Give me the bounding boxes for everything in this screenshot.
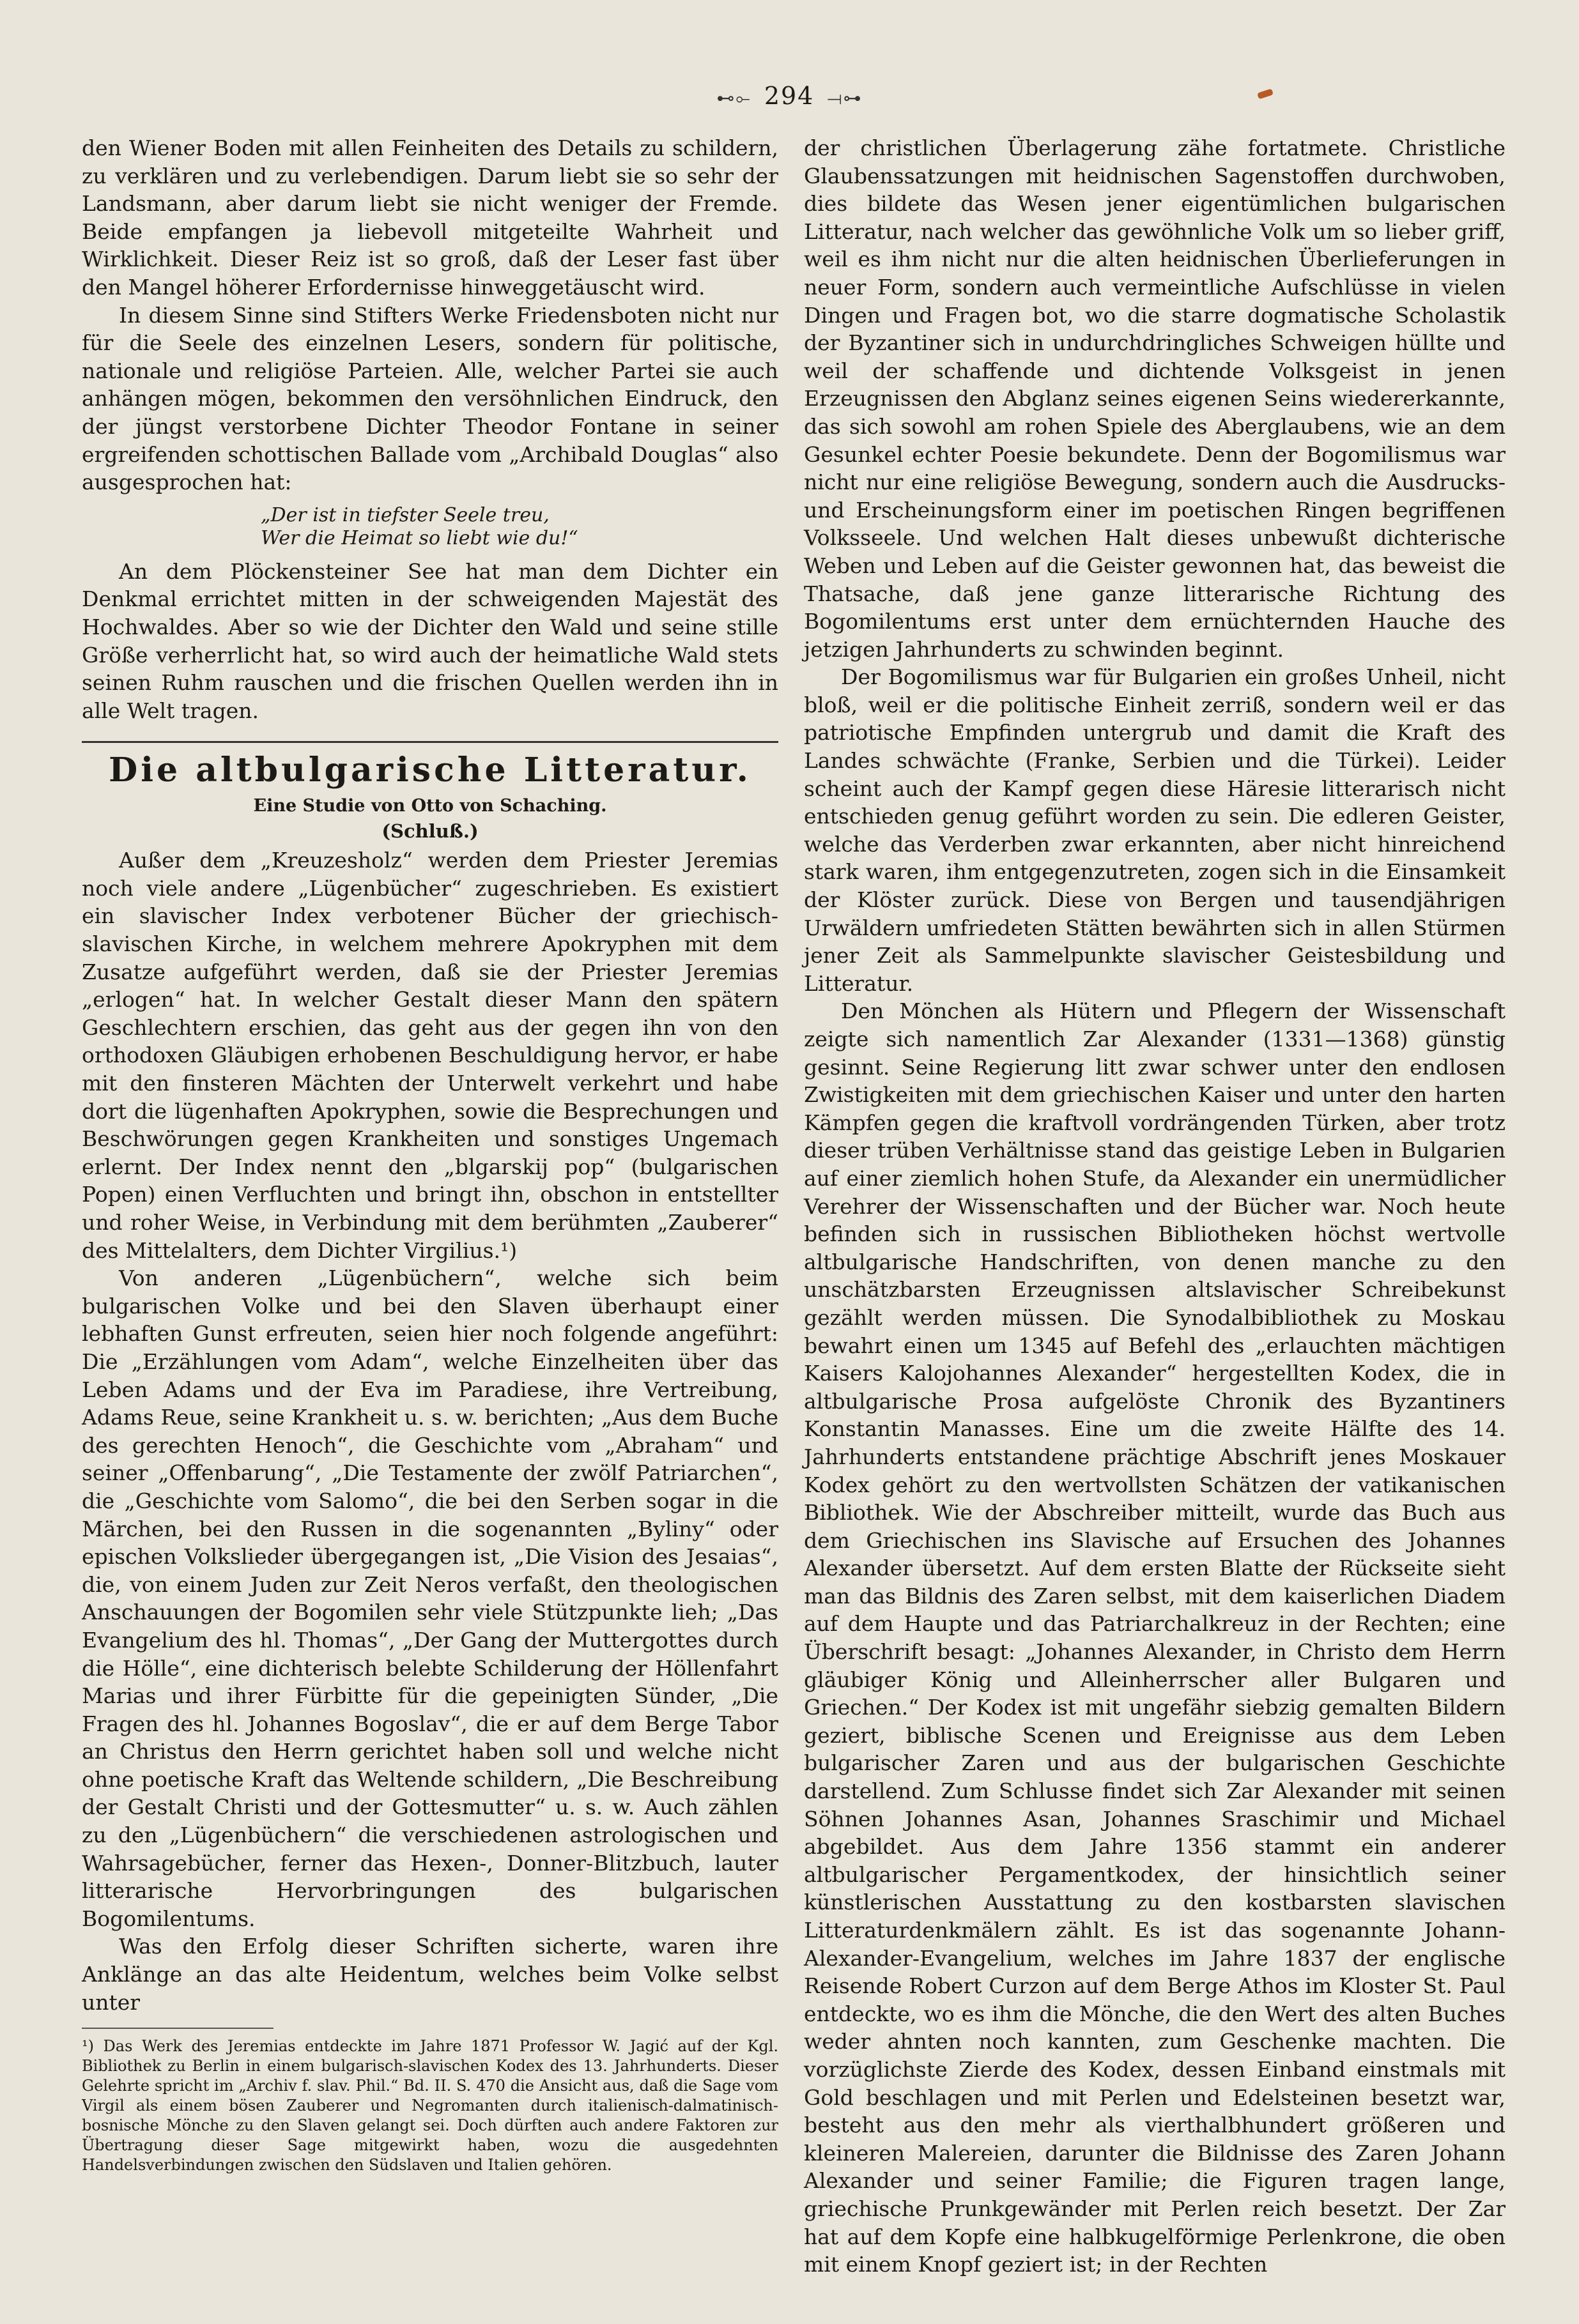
paragraph: An dem Plöckensteiner See hat man dem Dichter ein Denkmal errichtet mitten in der schweigenden Majestät des Hochwaldes. Aber so wie der Dichter den Wald und seine stille Größe verherrlicht hat, so wird auch der heimatliche Wald stets seinen Ruhm rauschen und die frischen Quellen werden ihn in alle Welt tragen. xyxy=(82,558,778,723)
paragraph: Den Mönchen als Hütern und Pflegern der Wissenschaft zeigte sich namentlich Zar Alexander (1331—1368) günstig gesinnt. Seine Regierung litt zwar schwer unter den endlosen Zwistigkeiten mit dem griechischen Kaiser und unter den harten Kämpfen gegen die kraftvoll vordrängenden Türken, aber trotz dieser trüben Verhältnisse stand das geistige Leben in Bulgarien auf einer ziemlich hohen Stufe, da Alexander ein unermüdlicher Verehrer der Wissenschaften und der Bücher war. Noch heute befinden sich in russischen Bibliotheken höchst wertvolle altbulgarische Handschriften, von denen manche zu den unschätzbarsten Erzeugnissen altslavischer Schreibekunst gezählt werden müssen. Die Synodalbibliothek zu Moskau bewahrt einen um 1345 auf Befehl des „erlauchten mächtigen Kaisers Kalojohannes Alexander“ hergestellten Kodex, die in altbulgarische Prosa aufgelöste Chronik des Byzantiners Konstantin Manasses. Eine um die zweite Hälfte des 14. Jahrhunderts entstandene prächtige Abschrift jenes Moskauer Kodex gehört zu den wertvollsten Schätzen der vatikanischen Bibliothek. Wie der Abschreiber mitteilt, wurde das Buch aus dem Griechischen ins Slavische auf Ersuchen des Johannes Alexander übersetzt. Auf dem ersten Blatte der Rückseite sieht man das Bildnis des Zaren selbst, mit dem kaiserlichen Diadem auf dem Haupte und das Patriarchalkreuz in der Rechten; eine Überschrift besagt: „Johannes Alexander, in Christo dem Herrn gläubiger König und Alleinherrscher aller Bulgaren und Griechen.“ Der Kodex ist mit ungefähr siebzig gemalten Bildern geziert, biblische Scenen und Ereignisse aus dem Leben bulgarischer Zaren und aus der bulgarischen Geschichte darstellend. Zum Schlusse findet sich Zar Alexander mit seinen Söhnen Johannes Asan, Johannes Sraschimir und Michael abgebildet. Aus dem Jahre 1356 stammt ein anderer altbulgarischer Pergamentkodex, der hinsichtlich seiner künstlerischen Ausstattung zu den kostbarsten slavischen Litteraturdenkmälern zählt. Es ist das sogenannte Johann-Alexander-Evangelium, welches im Jahre 1837 der englische Reisende Robert Curzon auf dem Berge Athos im Kloster St. Paul entdeckte, wo es ihm die Mönche, die den Wert des alten Buches weder ahnten noch kannten, zum Geschenke machten. Die vorzüglichste Zierde des Kodex, dessen Einband einstmals mit Gold beschlagen und mit Perlen und Edelsteinen besetzt war, besteht aus den mehr als vierthalbhundert größeren und kleineren Malereien, darunter die Bildnisse des Zaren Johann Alexander und seiner Familie; die Figuren tragen lange, griechische Prunkgewänder mit Perlen reich besetzt. Der Zar hat auf dem Kopfe eine halbkugelförmige Perlenkrone, die oben mit einem Knopf geziert ist; in der Rechten xyxy=(804,998,1506,2277)
verse-line: „Der ist in tiefster Seele treu, xyxy=(261,503,550,526)
article-subtitle: Eine Studie von Otto von Schaching. xyxy=(253,796,607,816)
verse-quote xyxy=(82,504,778,550)
paragraph: In diesem Sinne sind Stifters Werke Friedensboten nicht nur für die Seele des einzelnen Lesers, sondern für politische, nationale und religiöse Parteien. Alle, welcher Partei sie auch anhängen mögen, bekommen den versöhnlichen Eindruck, den der jüngst verstorbene Dichter Theodor Fontane in seiner ergreifenden schottischen Ballade vom „Archibald Douglas“ also ausgesprochen hat: xyxy=(82,302,778,495)
paragraph: Von anderen „Lügenbüchern“, welche sich beim bulgarischen Volke und bei den Slaven überhaupt einer lebhaften Gunst erfreuten, seien hier noch folgende angeführt: Die „Erzählungen vom Adam“, welche Einzelheiten über das Leben Adams und der Eva im Paradiese, ihre Vertreibung, Adams Reue, seine Krankheit u. s. w. berichten; „Aus dem Buche des gerechten Henoch“, die Geschichte vom „Abraham“ und seiner „Offenbarung“, „Die Testamente der zwölf Patriarchen“, die „Geschichte vom Salomo“, die bei den Serben sogar in die Märchen, bei den Russen in die sogenannten „Byliny“ oder epischen Volkslieder übergegangen ist, „Die Vision des Jesaias“, die, von einem Juden zur Zeit Neros verfaßt, den theologischen Anschauungen der Bogomilen sehr viele Stützpunkte lieh; „Das Evangelium des hl. Thomas“, „Der Gang der Muttergottes durch die Hölle“, eine dichterisch belebte Schilderung der Höllenfahrt Marias und ihrer Fürbitte für die gepeinigten Sünder, „Die Fragen des hl. Johannes Bogoslav“, die er auf dem Berge Tabor an Christus den Herrn gerichtet haben soll und welche nicht ohne poetische Kraft das Weltende schildern, „Die Beschreibung der Gestalt Christi und der Gottesmutter“ u. s. w. Auch zählen zu den „Lügenbüchern“ die verschiedenen astrologischen und Wahrsagebücher, ferner das Hexen-, Donner-Blitzbuch, lauter litterarische Hervorbringungen des bulgarischen Bogomilentums. xyxy=(82,1265,778,1931)
right-ornament: ⟞⊶ xyxy=(827,88,863,109)
page-header xyxy=(0,82,1579,110)
verse-line: Wer die Heimat so liebt wie du!“ xyxy=(261,526,578,549)
paragraph: Der Bogomilismus war für Bulgarien ein großes Unheil, nicht bloß, weil er die politische Einheit zerriß, sondern weil er das patriotische Empfinden untergrub und damit die Kraft des Landes schwächte (Franke, Serbien und die Türkei). Leider scheint auch der Kampf gegen diese Häresie litterarisch nicht entschieden genug geführt worden zu sein. Die edleren Geister, welche das Verderben zwar erkannten, aber nicht hinreichend stark waren, ihm entgegenzutreten, zogen sich in die Einsamkeit der Klöster zurück. Diese von Bergen und tausendjährigen Urwäldern umfriedeten Stätten bewährten sich in allen Stürmen jener Zeit als Sammelpunkte slavischer Geistesbildung und Litteratur. xyxy=(804,664,1506,996)
footnote-divider xyxy=(82,2028,273,2029)
paragraph: Außer dem „Kreuzesholz“ werden dem Priester Jeremias noch viele andere „Lügenbücher“ zugeschrieben. Es existiert ein slavischer Index verbotener Bücher der griechisch-slavischen Kirche, in welchem mehrere Apokryphen mit dem Zusatze aufgeführt werden, daß sie der Priester Jeremias „erlogen“ hat. In welcher Gestalt dieser Mann den spätern Geschlechtern erschien, das geht aus der gegen ihn von den orthodoxen Gläubigen erhobenen Beschuldigung hervor, er habe mit den finsteren Mächten der Unterwelt verkehrt und habe dort die lügenhaften Apokryphen, sowie die Besprechungen und Beschwörungen gegen Krankheiten und sonstiges Ungemach erlernt. Der Index nennt den „blgarskij pop“ (bulgarischen Popen) einen Verfluchten und bringt ihn, obschon in entstellter und roher Weise, in Verbindung mit dem berühmten „Zauberer“ des Mittelalters, dem Dichter Virgilius.¹) xyxy=(82,848,778,1263)
left-ornament: ⊷⟜ xyxy=(716,88,751,109)
paragraph: den Wiener Boden mit allen Feinheiten des Details zu schildern, zu verklären und zu verlebendigen. Darum liebt sie so sehr der Landsmann, aber darum liebt sie nicht weniger der Fremde. Beide empfangen ja liebevoll mitgeteilte Wahrheit und Wirklichkeit. Dieser Reiz ist so groß, daß der Leser fast über den Mangel höherer Erfordernisse hinweggetäuscht wird. xyxy=(82,135,778,300)
paragraph: der christlichen Überlagerung zähe fortatmete. Christliche Glaubenssatzungen mit heidnischen Sagenstoffen durchwoben, dies bildete das Wesen jener eigentümlichen bulgarischen Litteratur, nach welcher das gewöhnliche Volk um so lieber griff, weil es ihm nicht nur die alten heidnischen Überlieferungen in neuer Form, sondern auch vermeintliche Aufschlüsse in vielen Dingen und Fragen bot, wo die starre dogmatische Scholastik der Byzantiner sich in undurchdringliches Schweigen hüllte und weil der schaffende und dichtende Volksgeist in jenen Erzeugnissen den Abglanz seines eigenen Seins wiedererkannte, das sich sowohl am rohen Spiele des Aberglaubens, wie an dem Gesunkel echter Poesie bekundete. Denn der Bogomilismus war nicht nur eine religiöse Bewegung, sondern auch die Ausdrucks- und Erscheinungsform einer im poetischen Ringen begriffenen Volksseele. Und welchen Halt dieses unbewußt dichterische Weben und Leben auf die Geister gewonnen hat, das beweist die Thatsache, daß jene ganze litterarische Richtung des Bogomilentums erst unter dem ernüchternden Hauche des jetzigen Jahrhunderts zu schwinden beginnt. xyxy=(804,135,1506,662)
page-number: 294 xyxy=(764,82,815,110)
section-divider xyxy=(82,741,778,743)
footnote: ¹) Das Werk des Jeremias entdeckte im Jahre 1871 Professor W. Jagić auf der Kgl. Bibliothek zu Berlin in einem bulgarisch-slavischen Kodex des 13. Jahrhunderts. Dieser Gelehrte spricht im „Archiv f. slav. Phil.“ Bd. II. S. 470 die Ansicht aus, daß die Sage vom Virgil als einem bösen Zauberer und Negromanten durch italienisch-dalmatinisch-bosnische Mönche zu den Slaven gelangt sei. Doch dürften auch andere Faktoren zur Übertragung dieser Sage mitgewirkt haben, wozu die ausgedehnten Handelsverbindungen zwischen den Südslaven und Italien gehören. xyxy=(82,2037,778,2175)
paragraph: Was den Erfolg dieser Schriften sicherte, waren ihre Anklänge an das alte Heidentum, welches beim Volke selbst unter xyxy=(82,1934,778,2015)
article-continuation: (Schluß.) xyxy=(381,820,479,843)
right-column xyxy=(804,134,1506,2279)
article-title: Die altbulgarische Litteratur. xyxy=(109,751,751,790)
left-column xyxy=(82,134,778,2175)
